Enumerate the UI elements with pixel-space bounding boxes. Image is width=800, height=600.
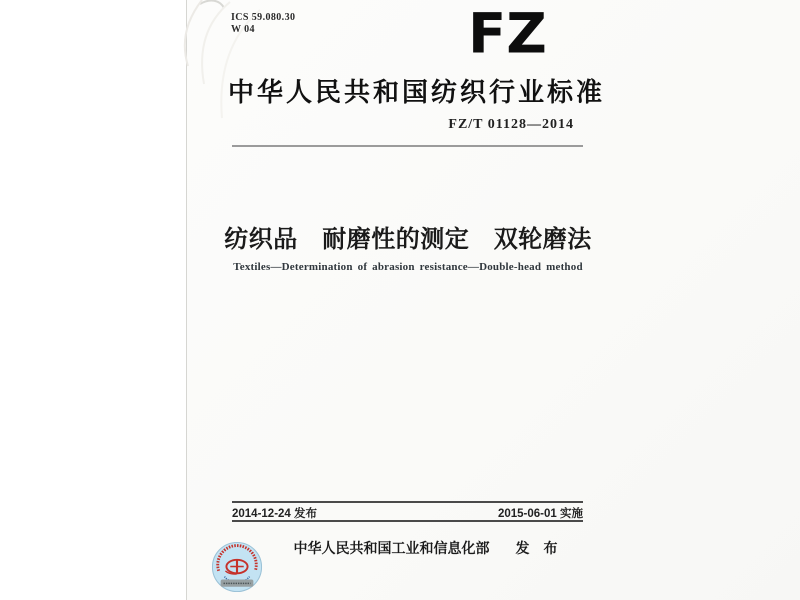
publisher: 中华人民共和国工业和信息化部 xyxy=(293,540,490,556)
seal-bottom-band xyxy=(221,580,254,587)
header-title: 中华人民共和国纺织行业标准 xyxy=(228,77,606,107)
ics-code: ICS 59.080.30 xyxy=(231,12,296,23)
publish-label: 发 布 xyxy=(515,540,558,556)
standard-number: FZ/T 01128—2014 xyxy=(448,117,574,132)
classification-code: W 04 xyxy=(231,24,255,35)
anti-counterfeit-seal-icon xyxy=(211,541,263,593)
header-rule xyxy=(232,145,583,147)
ics-block xyxy=(231,12,295,36)
footer-rule-top xyxy=(232,501,583,503)
issue-date: 2014-12-24 发布 xyxy=(232,508,318,520)
publisher-row xyxy=(232,538,583,558)
document-title-en: Textiles—Determination of abrasion resistance—Double-head method xyxy=(233,261,583,273)
dates-row xyxy=(232,505,583,521)
footer-rule-bottom xyxy=(232,520,583,522)
fz-logo: FZ xyxy=(468,2,547,67)
implement-date: 2015-06-01 实施 xyxy=(497,508,583,520)
document-title-cn: 纺织品 耐磨性的测定 双轮磨法 xyxy=(224,226,592,253)
